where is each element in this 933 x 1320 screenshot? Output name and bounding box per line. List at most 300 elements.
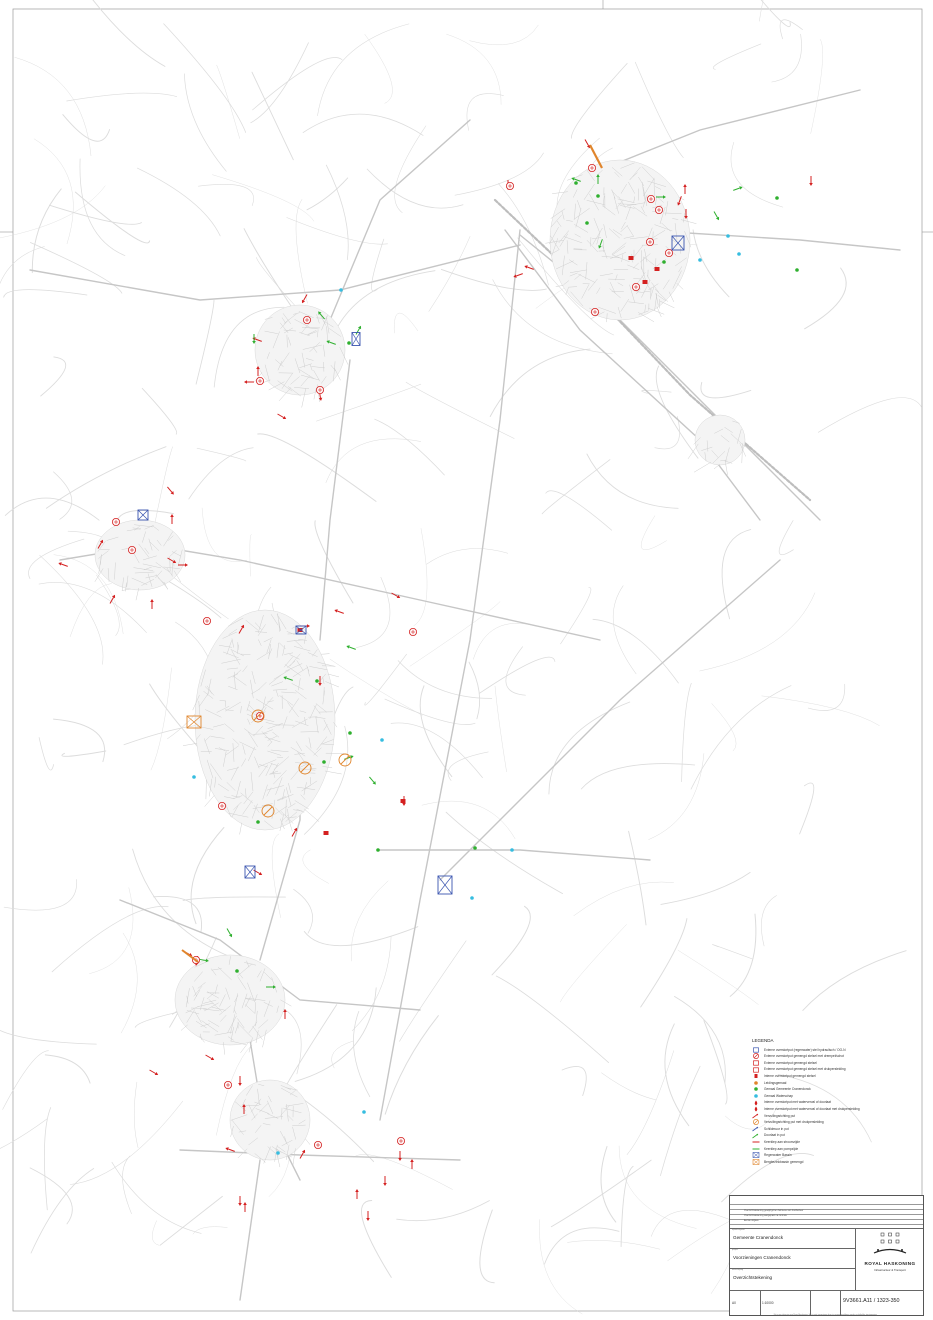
road-segment — [361, 1201, 391, 1278]
road-segment — [467, 94, 504, 131]
road-segment — [44, 1108, 50, 1210]
drop-red-circle-icon — [752, 1106, 760, 1112]
road-segment — [54, 472, 72, 519]
external-overflow-icon — [203, 617, 210, 624]
road-segment — [397, 1201, 490, 1221]
road-segment — [39, 582, 147, 632]
road-segment — [40, 555, 103, 664]
flow-arrow-green-icon — [712, 211, 720, 221]
legend-item-label: Externe overstortput gemengd stelsel met drempel/schot — [764, 1054, 844, 1059]
legend-item-label: Doorlaat in put — [764, 1133, 785, 1138]
road-segment — [490, 349, 590, 416]
road-segment — [700, 593, 815, 671]
size-cell — [810, 1290, 841, 1315]
arrow-green-icon — [752, 1133, 760, 1139]
overflow-arrow-red-icon — [366, 1211, 370, 1221]
road-segment — [197, 448, 246, 461]
square-red-box-icon — [752, 1067, 760, 1073]
waterboard-pump-icon — [737, 252, 741, 256]
road-segment — [3, 1051, 49, 1110]
road-segment — [250, 534, 252, 576]
road-segment — [63, 115, 110, 142]
arrow-red-icon — [752, 1113, 760, 1119]
municipal-pump-icon — [574, 181, 578, 185]
map-legend — [752, 1038, 922, 1165]
road-segment — [28, 539, 84, 579]
overflow-arrow-red-icon — [149, 1068, 159, 1076]
format-cell: A0 — [730, 1290, 761, 1315]
road-segment — [546, 491, 612, 530]
square-blue-icon — [752, 1047, 760, 1053]
overflow-arrow-red-icon — [383, 1176, 387, 1186]
legend-item-label: Externe overstortput gemengd stelsel met drukpersleiding — [764, 1067, 846, 1072]
road-segment — [296, 199, 308, 303]
road-segment — [372, 239, 384, 291]
legend-item-label: Bergbezinkbassin gemengd — [764, 1159, 804, 1164]
line-red-icon — [752, 1139, 760, 1145]
road-segment — [375, 419, 445, 475]
external-overflow-icon — [314, 1141, 321, 1148]
drawing-title: Overzichtstekening — [733, 1275, 773, 1280]
road-segment — [258, 434, 376, 502]
municipal-pump-icon — [775, 196, 779, 200]
municipal-pump-icon — [662, 260, 666, 264]
road-segment — [800, 783, 814, 834]
road-segment — [251, 43, 309, 123]
road-segment — [448, 752, 488, 781]
road-segment — [818, 398, 921, 433]
flow-arrow-green-icon — [354, 325, 362, 335]
road-segment — [395, 126, 426, 213]
internal-overflow-icon — [629, 256, 634, 260]
road-segment — [635, 62, 683, 157]
overflow-arrow-red-icon — [238, 1076, 242, 1086]
legend-item — [752, 1060, 922, 1067]
overflow-arrow-red-icon — [298, 1149, 306, 1159]
road-segment — [4, 880, 77, 911]
overflow-arrow-red-icon — [58, 561, 69, 568]
road-segment — [410, 602, 500, 667]
arrow-blue-icon — [752, 1126, 760, 1132]
external-overflow-icon — [632, 283, 639, 290]
road-segment — [80, 159, 125, 256]
road-segment — [641, 516, 667, 550]
road-segment — [602, 1073, 656, 1100]
rainwater-basin-icon — [245, 866, 255, 878]
internal-overflow-icon — [643, 280, 648, 284]
road-segment — [4, 290, 87, 298]
town-area — [545, 160, 696, 322]
sewer-features — [58, 139, 813, 1221]
road-segment — [621, 1166, 633, 1246]
road-segment — [303, 850, 329, 884]
legend-item — [752, 1086, 922, 1093]
built-up-areas — [95, 160, 746, 1167]
external-overflow-icon — [224, 1081, 231, 1088]
scale-cell: 1:10000 — [760, 1290, 811, 1315]
road-segment — [656, 366, 698, 458]
company-name: ROYAL HASKONING — [864, 1261, 916, 1266]
road-segment — [315, 521, 353, 603]
municipal-pump-icon — [795, 268, 799, 272]
legend-item — [752, 1152, 922, 1159]
external-overflow-icon — [112, 518, 119, 525]
legend-item-label: Leidingsgemaal — [764, 1080, 787, 1085]
external-overflow-icon — [647, 195, 654, 202]
road-segment — [30, 243, 122, 294]
road-segment — [561, 587, 591, 643]
road-segment — [46, 447, 166, 509]
legend-item — [752, 1106, 922, 1113]
road-segment — [539, 1220, 582, 1315]
road-segment — [294, 889, 313, 933]
legend-item — [752, 1099, 922, 1106]
town-area — [688, 415, 746, 475]
road-segment — [5, 498, 99, 520]
external-overflow-icon — [588, 164, 595, 171]
road-segment — [722, 530, 751, 619]
road-segment — [123, 1156, 132, 1214]
road-segment — [0, 1026, 96, 1044]
legend-item — [752, 1073, 922, 1080]
main-road — [380, 230, 520, 1120]
road-segment — [31, 1169, 94, 1254]
overflow-arrow-red-icon — [355, 1189, 359, 1199]
main-road — [330, 120, 470, 320]
municipal-pump-icon — [348, 731, 352, 735]
circle-red-cross-icon — [752, 1053, 760, 1059]
drawing-info-row — [730, 1290, 923, 1315]
title-block — [729, 1195, 924, 1316]
town-area — [175, 955, 291, 1055]
road-segment — [295, 988, 376, 1082]
internal-overflow-icon — [655, 267, 660, 271]
road-segment — [151, 668, 172, 770]
road-segment — [545, 1228, 620, 1264]
company-logo — [855, 1228, 924, 1291]
main-road — [180, 1150, 460, 1160]
internal-overflow-icon — [298, 628, 303, 632]
road-segment — [601, 1147, 616, 1223]
road-segment — [712, 944, 752, 958]
external-overflow-icon — [218, 802, 225, 809]
road-segment — [385, 699, 475, 725]
municipal-pump-icon — [235, 969, 239, 973]
external-overflow-icon — [256, 377, 263, 384]
road-segment — [0, 186, 105, 240]
legend-item-label: Keerklep aan stroomzijde — [764, 1139, 800, 1144]
road-segment — [660, 1066, 700, 1175]
road-segment — [41, 357, 66, 396]
road-segment — [137, 168, 220, 236]
dot-cyan-icon — [752, 1093, 760, 1099]
waterboard-pump-icon — [698, 258, 702, 262]
legend-item-label: Interne overstortput met waterverval of doorlaat met drukpersleiding — [764, 1106, 860, 1111]
road-segment — [495, 686, 507, 772]
overflow-arrow-red-icon — [205, 1053, 215, 1061]
legend-item — [752, 1066, 922, 1073]
pressure-overflow-icon — [339, 754, 351, 766]
footer-note: Dit is een tekening van Royal Haskoning. Het is niet toegestaan deze te vermenigvuldigen zonder schriftelijke toestemming. — [773, 1314, 878, 1316]
legend-item — [752, 1126, 922, 1133]
municipal-pump-icon — [473, 846, 477, 850]
legend-item-label: Vervuilingsrichting put — [764, 1113, 796, 1118]
road-segment — [112, 1162, 201, 1233]
client-name: Gemeente Cranendonck — [733, 1235, 784, 1240]
road-segment — [469, 662, 480, 719]
road-segment — [574, 882, 674, 916]
main-road — [380, 850, 650, 860]
road-segment — [571, 63, 627, 138]
legend-item — [752, 1047, 922, 1054]
rainwater-basin-icon — [138, 510, 148, 520]
external-overflow-icon — [506, 182, 513, 189]
road-segment — [191, 828, 224, 924]
road-segment — [805, 268, 847, 329]
road-segment — [441, 269, 546, 290]
drawing-field: omschrijving Overzichtstekening — [730, 1268, 855, 1291]
external-overflow-icon — [591, 308, 598, 315]
road-segment — [394, 313, 418, 333]
legend-item — [752, 1139, 922, 1146]
road-segment — [49, 205, 141, 224]
road-segment — [701, 382, 751, 398]
legend-rows — [752, 1047, 922, 1166]
road-segment — [183, 897, 285, 901]
road-segment — [492, 906, 530, 975]
sheet-number: / 1323-350 — [873, 1298, 900, 1304]
road-segment — [385, 1016, 438, 1115]
road-segment — [34, 139, 73, 244]
road-segment — [133, 849, 228, 956]
road-segment — [75, 192, 149, 243]
road-segment — [304, 927, 418, 946]
legend-item — [752, 1113, 922, 1120]
legend-item-label: Gemaal Waterschap — [764, 1093, 793, 1098]
road-segment — [704, 1021, 727, 1104]
client-field: opdrachtgever Gemeente Cranendonck — [730, 1228, 855, 1249]
road-segment — [651, 1210, 733, 1236]
road-segment — [189, 448, 253, 499]
road-segment — [629, 831, 646, 925]
municipal-pump-icon — [347, 341, 351, 345]
road-segment — [780, 20, 802, 39]
road-segment — [587, 454, 678, 508]
road-segment — [661, 872, 750, 904]
legend-item-label: Schildmuur in put — [764, 1126, 789, 1131]
town-area — [183, 610, 344, 835]
project-field: project Voorzieningen Cranendonck — [730, 1248, 855, 1269]
road-segment — [52, 906, 168, 971]
main-road — [440, 560, 780, 880]
road-segment — [649, 754, 704, 840]
line-green-icon — [752, 1146, 760, 1152]
dot-green-icon — [752, 1086, 760, 1092]
legend-item-label: Interne overstortput met waterverval of doorlaat — [764, 1100, 831, 1105]
drawing-number: 9V3661.A11 — [843, 1298, 873, 1304]
road-segment — [303, 114, 423, 135]
waterboard-pump-icon — [380, 738, 384, 742]
road-segment — [498, 184, 548, 286]
road-segment — [691, 686, 791, 790]
legend-item — [752, 1080, 922, 1087]
overflow-arrow-red-icon — [170, 514, 174, 524]
legend-item — [752, 1146, 922, 1153]
road-segment — [665, 1024, 689, 1126]
internal-overflow-icon — [401, 799, 406, 803]
road-segment — [39, 738, 54, 771]
road-segment — [803, 951, 906, 1011]
flow-arrow-green-icon — [225, 928, 233, 938]
legend-item-label: Externe overstortput gemengd stelsel — [764, 1060, 817, 1065]
legend-item — [752, 1053, 922, 1060]
road-segment — [731, 142, 783, 207]
road-segment — [212, 175, 313, 221]
municipal-pump-icon — [256, 820, 260, 824]
road-segment — [446, 812, 562, 893]
road-segment — [713, 44, 761, 69]
main-road — [240, 1160, 260, 1300]
municipal-pump-icon — [376, 848, 380, 852]
waterboard-pump-icon — [726, 234, 730, 238]
road-segment — [196, 300, 214, 384]
road-segment — [746, 0, 791, 27]
overflow-arrow-red-icon — [166, 486, 175, 496]
road-segment — [134, 1082, 138, 1148]
flow-arrow-green-icon — [733, 185, 744, 192]
overflow-arrow-red-icon — [277, 412, 287, 420]
road-segment — [287, 218, 388, 245]
road-segment — [655, 417, 680, 449]
road-segment — [154, 896, 202, 932]
road-segment — [326, 165, 348, 260]
road-segment — [627, 1051, 674, 1155]
drawing-number-cell — [840, 1290, 923, 1315]
overflow-arrow-red-icon — [244, 380, 254, 384]
legend-item-label: Regenwater Bassin — [764, 1153, 792, 1158]
road-segment — [398, 661, 492, 699]
logo-emblem-icon — [856, 1228, 924, 1260]
company-division: Infrastructuur & Transport — [874, 1268, 906, 1272]
road-segment — [330, 659, 422, 715]
road-segment — [62, 751, 106, 756]
legend-item-label: Interne overstortput gemengd stelsel — [764, 1073, 816, 1078]
road-segment — [811, 39, 823, 133]
waterboard-pump-icon — [192, 775, 196, 779]
internal-overflow-icon — [324, 831, 329, 835]
road-segment — [549, 702, 630, 794]
road-segment — [480, 1210, 494, 1283]
external-overflow-icon — [397, 1137, 404, 1144]
waterboard-pump-icon — [510, 848, 514, 852]
road-segment — [480, 657, 555, 693]
municipal-pump-icon — [315, 679, 319, 683]
road-segment — [70, 1101, 183, 1184]
road-segment — [282, 1005, 337, 1095]
road-segment — [67, 93, 177, 101]
road-segment — [318, 24, 410, 116]
road-segment — [121, 933, 137, 1033]
legend-item-label: Externe overstortput (regenwater) stel hydraulisch / OO-N — [764, 1047, 846, 1052]
road-segment — [142, 388, 177, 434]
road-segment — [712, 704, 736, 751]
overflow-arrow-red-icon — [238, 1196, 242, 1206]
circle-orange-slash-icon — [752, 1119, 760, 1125]
box-blue-x-icon — [752, 1152, 760, 1158]
road-segment — [0, 247, 45, 357]
road-segment — [761, 896, 776, 947]
external-overflow-icon — [316, 386, 323, 393]
road-segment — [470, 25, 539, 45]
road-segment — [455, 153, 544, 195]
road-segment — [391, 723, 482, 778]
road-segment — [184, 74, 226, 172]
road-segment — [45, 1055, 90, 1083]
legend-item-label: Keerklep aan pompzijde — [764, 1146, 799, 1151]
road-segment — [202, 508, 247, 562]
road-segment — [414, 528, 427, 625]
road-segment — [682, 683, 692, 781]
road-segment — [307, 178, 348, 210]
bar-red-icon — [752, 1073, 760, 1079]
external-overflow-icon — [665, 249, 672, 256]
pressure-main-line — [182, 950, 198, 962]
box-orange-x-icon — [752, 1159, 760, 1165]
road-segment — [759, 0, 778, 21]
road-segment — [70, 584, 111, 637]
road-segment — [427, 549, 508, 565]
road-segment — [15, 57, 91, 156]
overflow-arrow-red-icon — [410, 1159, 414, 1169]
road-segment — [252, 72, 293, 160]
municipal-pump-icon — [322, 760, 326, 764]
legend-item — [752, 1159, 922, 1166]
waterboard-pump-icon — [470, 896, 474, 900]
road-segment — [473, 623, 536, 659]
road-segment — [562, 1066, 586, 1095]
road-segment — [356, 577, 390, 647]
external-overflow-icon — [303, 316, 310, 323]
revision-row: Overzichtstekening aangepast na controle — [744, 1215, 787, 1217]
road-segment — [567, 1240, 660, 1249]
main-road — [320, 360, 350, 640]
overflow-arrow-red-icon — [150, 599, 154, 609]
overflow-arrow-red-icon — [334, 608, 345, 615]
overflow-arrow-red-icon — [398, 1151, 402, 1161]
flow-arrow-green-icon — [368, 776, 377, 786]
road-segment — [641, 919, 687, 1007]
project-name: Voorzieningen Cranendonck — [733, 1255, 791, 1260]
town-area — [255, 305, 349, 408]
road-segment — [496, 976, 608, 1063]
legend-item — [752, 1119, 922, 1126]
road-segment — [352, 936, 391, 1031]
road-segment — [351, 881, 388, 961]
road-segment — [152, 1221, 159, 1246]
road-segment — [32, 189, 61, 273]
revision-table — [730, 1196, 923, 1229]
square-red-icon — [752, 1060, 760, 1066]
waterboard-pump-icon — [362, 1110, 366, 1114]
revision-row: Eerste uitgave — [744, 1220, 759, 1222]
legend-item-label: Vervuilingsrichting put met drukpersleiding — [764, 1120, 824, 1125]
road-segment — [65, 0, 165, 66]
road-segment — [619, 1146, 696, 1229]
external-overflow-icon — [409, 628, 416, 635]
road-segment — [367, 169, 463, 208]
overflow-arrow-red-icon — [243, 1202, 247, 1212]
legend-item — [752, 1132, 922, 1139]
